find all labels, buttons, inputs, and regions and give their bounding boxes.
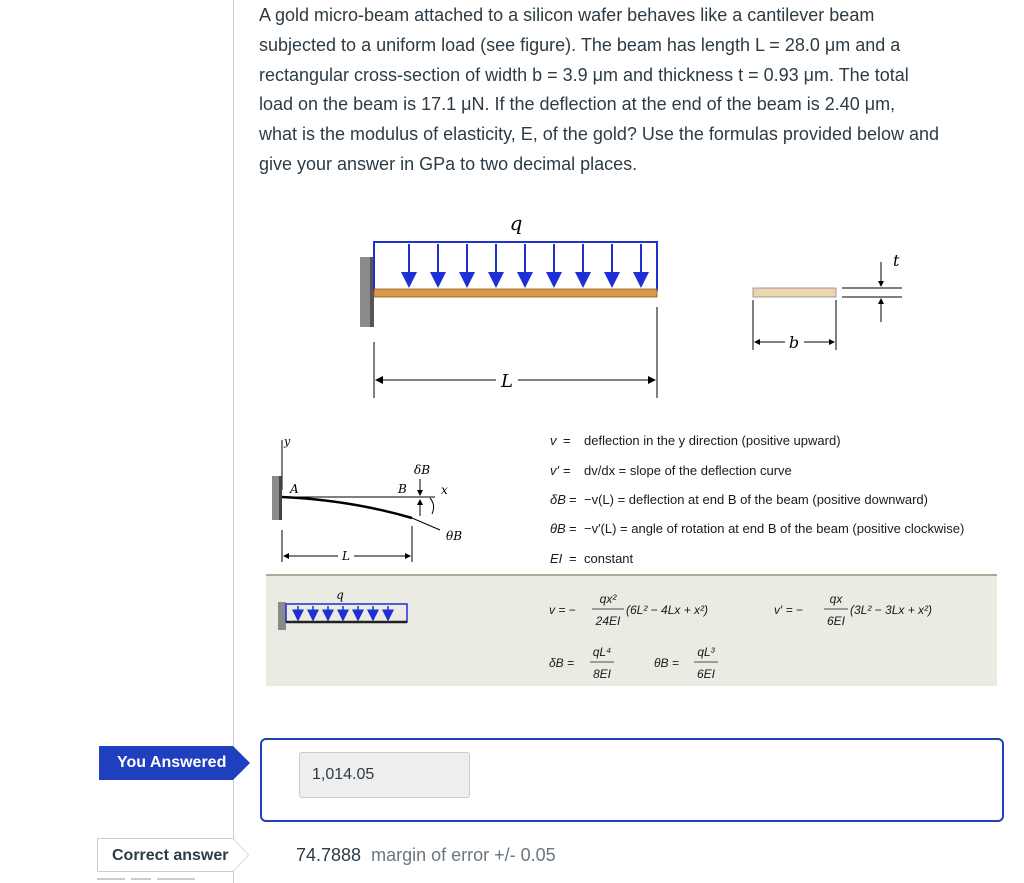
diagram-x-label: x (441, 483, 448, 497)
formula-deltab-den: 8EI (592, 667, 612, 681)
diagram-thetab-label: θB (446, 529, 463, 543)
formula-band (266, 575, 997, 686)
question-line: rectangular cross-section of width b = 3.9 μm and thickness t = 0.93 μm. The total (259, 64, 909, 85)
question-line: load on the beam is 17.1 μN. If the deflection at the end of the beam is 2.40 μm, (259, 94, 896, 115)
formula-vprime-lhs: v′ = − (774, 603, 803, 617)
question-line: give your answer in GPa to two decimal places. (259, 153, 638, 174)
formula-thetab-lhs: θB = (654, 656, 679, 670)
formula-vprime-tail: (3L² − 3Lx + x²) (850, 603, 933, 617)
def-thetab-eq: = (569, 521, 577, 536)
def-ei-text: constant (584, 551, 634, 566)
case-load-label: q (336, 588, 344, 602)
beam-figure-svg (260, 200, 1005, 700)
def-deltab-symbol: δB (550, 492, 566, 507)
def-v-symbol: v (550, 433, 557, 448)
correct-answer-value: 74.7888 (296, 845, 362, 865)
def-thetab-text: −v′(L) = angle of rotation at end B of the beam (positive clockwise) (584, 521, 965, 536)
diagram-y-label: y (284, 435, 291, 448)
question-line: what is the modulus of elasticity, E, of the gold? Use the formulas provided below and (259, 124, 940, 145)
question-line: subjected to a uniform load (see figure). The beam has length L = 28.0 μm and a (259, 34, 901, 55)
def-vprime-text: dv/dx = slope of the deflection curve (584, 463, 792, 478)
def-vprime-eq: = (563, 463, 571, 478)
width-label: b (788, 333, 800, 352)
correct-answer (296, 843, 556, 867)
def-v-text: deflection in the y direction (positive upward) (584, 433, 841, 448)
def-thetab-symbol: θB (550, 521, 566, 536)
correct-answer-tag: Correct answer (97, 838, 233, 872)
diagram-b-label: B (398, 482, 407, 496)
formula-vprime-den: 6EI (826, 614, 846, 628)
def-ei-eq: = (569, 551, 577, 566)
deflection-diagram (272, 435, 462, 563)
def-deltab-eq: = (569, 492, 577, 507)
def-deltab-text: −v(L) = deflection at end B of the beam (positive downward) (584, 492, 928, 507)
formula-v-num: qx² (599, 592, 617, 606)
gold-beam (374, 289, 657, 297)
thickness-label: t (893, 251, 900, 270)
diagram-deltab-label: δB (414, 463, 431, 477)
def-vprime-symbol: v′ (550, 463, 559, 478)
question-text (259, 1, 1004, 180)
def-v-eq: = (563, 433, 571, 448)
cutoff-decoration (97, 878, 233, 883)
diagram-a-label: A (290, 482, 299, 496)
cross-section (753, 288, 836, 297)
you-answered-tag: You Answered (99, 746, 233, 780)
user-answer-box (260, 738, 1004, 822)
length-label: L (501, 371, 513, 392)
question-line: A gold micro-beam attached to a silicon wafer behaves like a cantilever beam (259, 5, 875, 25)
diagram-length-label: L (342, 549, 350, 563)
formula-deltab-lhs: δB = (549, 656, 575, 670)
user-answer-field[interactable]: 1,014.05 (299, 752, 470, 798)
formula-deltab-num: qL⁴ (592, 645, 612, 659)
load-box (374, 242, 657, 290)
beam-figure (260, 200, 1005, 700)
formula-v-lhs: v = − (549, 603, 576, 617)
formula-vprime-num: qx (829, 592, 843, 606)
load-label: q (509, 211, 523, 235)
definitions-list (550, 433, 964, 566)
load-arrows (409, 244, 641, 286)
formula-thetab-den: 6EI (696, 667, 716, 681)
formula-v-den: 24EI (595, 614, 621, 628)
formula-v-tail: (6L² − 4Lx + x²) (626, 603, 709, 617)
margin-of-error: margin of error +/- 0.05 (371, 845, 556, 865)
formula-thetab-num: qL³ (697, 645, 715, 659)
def-ei-symbol: EI (550, 551, 563, 566)
